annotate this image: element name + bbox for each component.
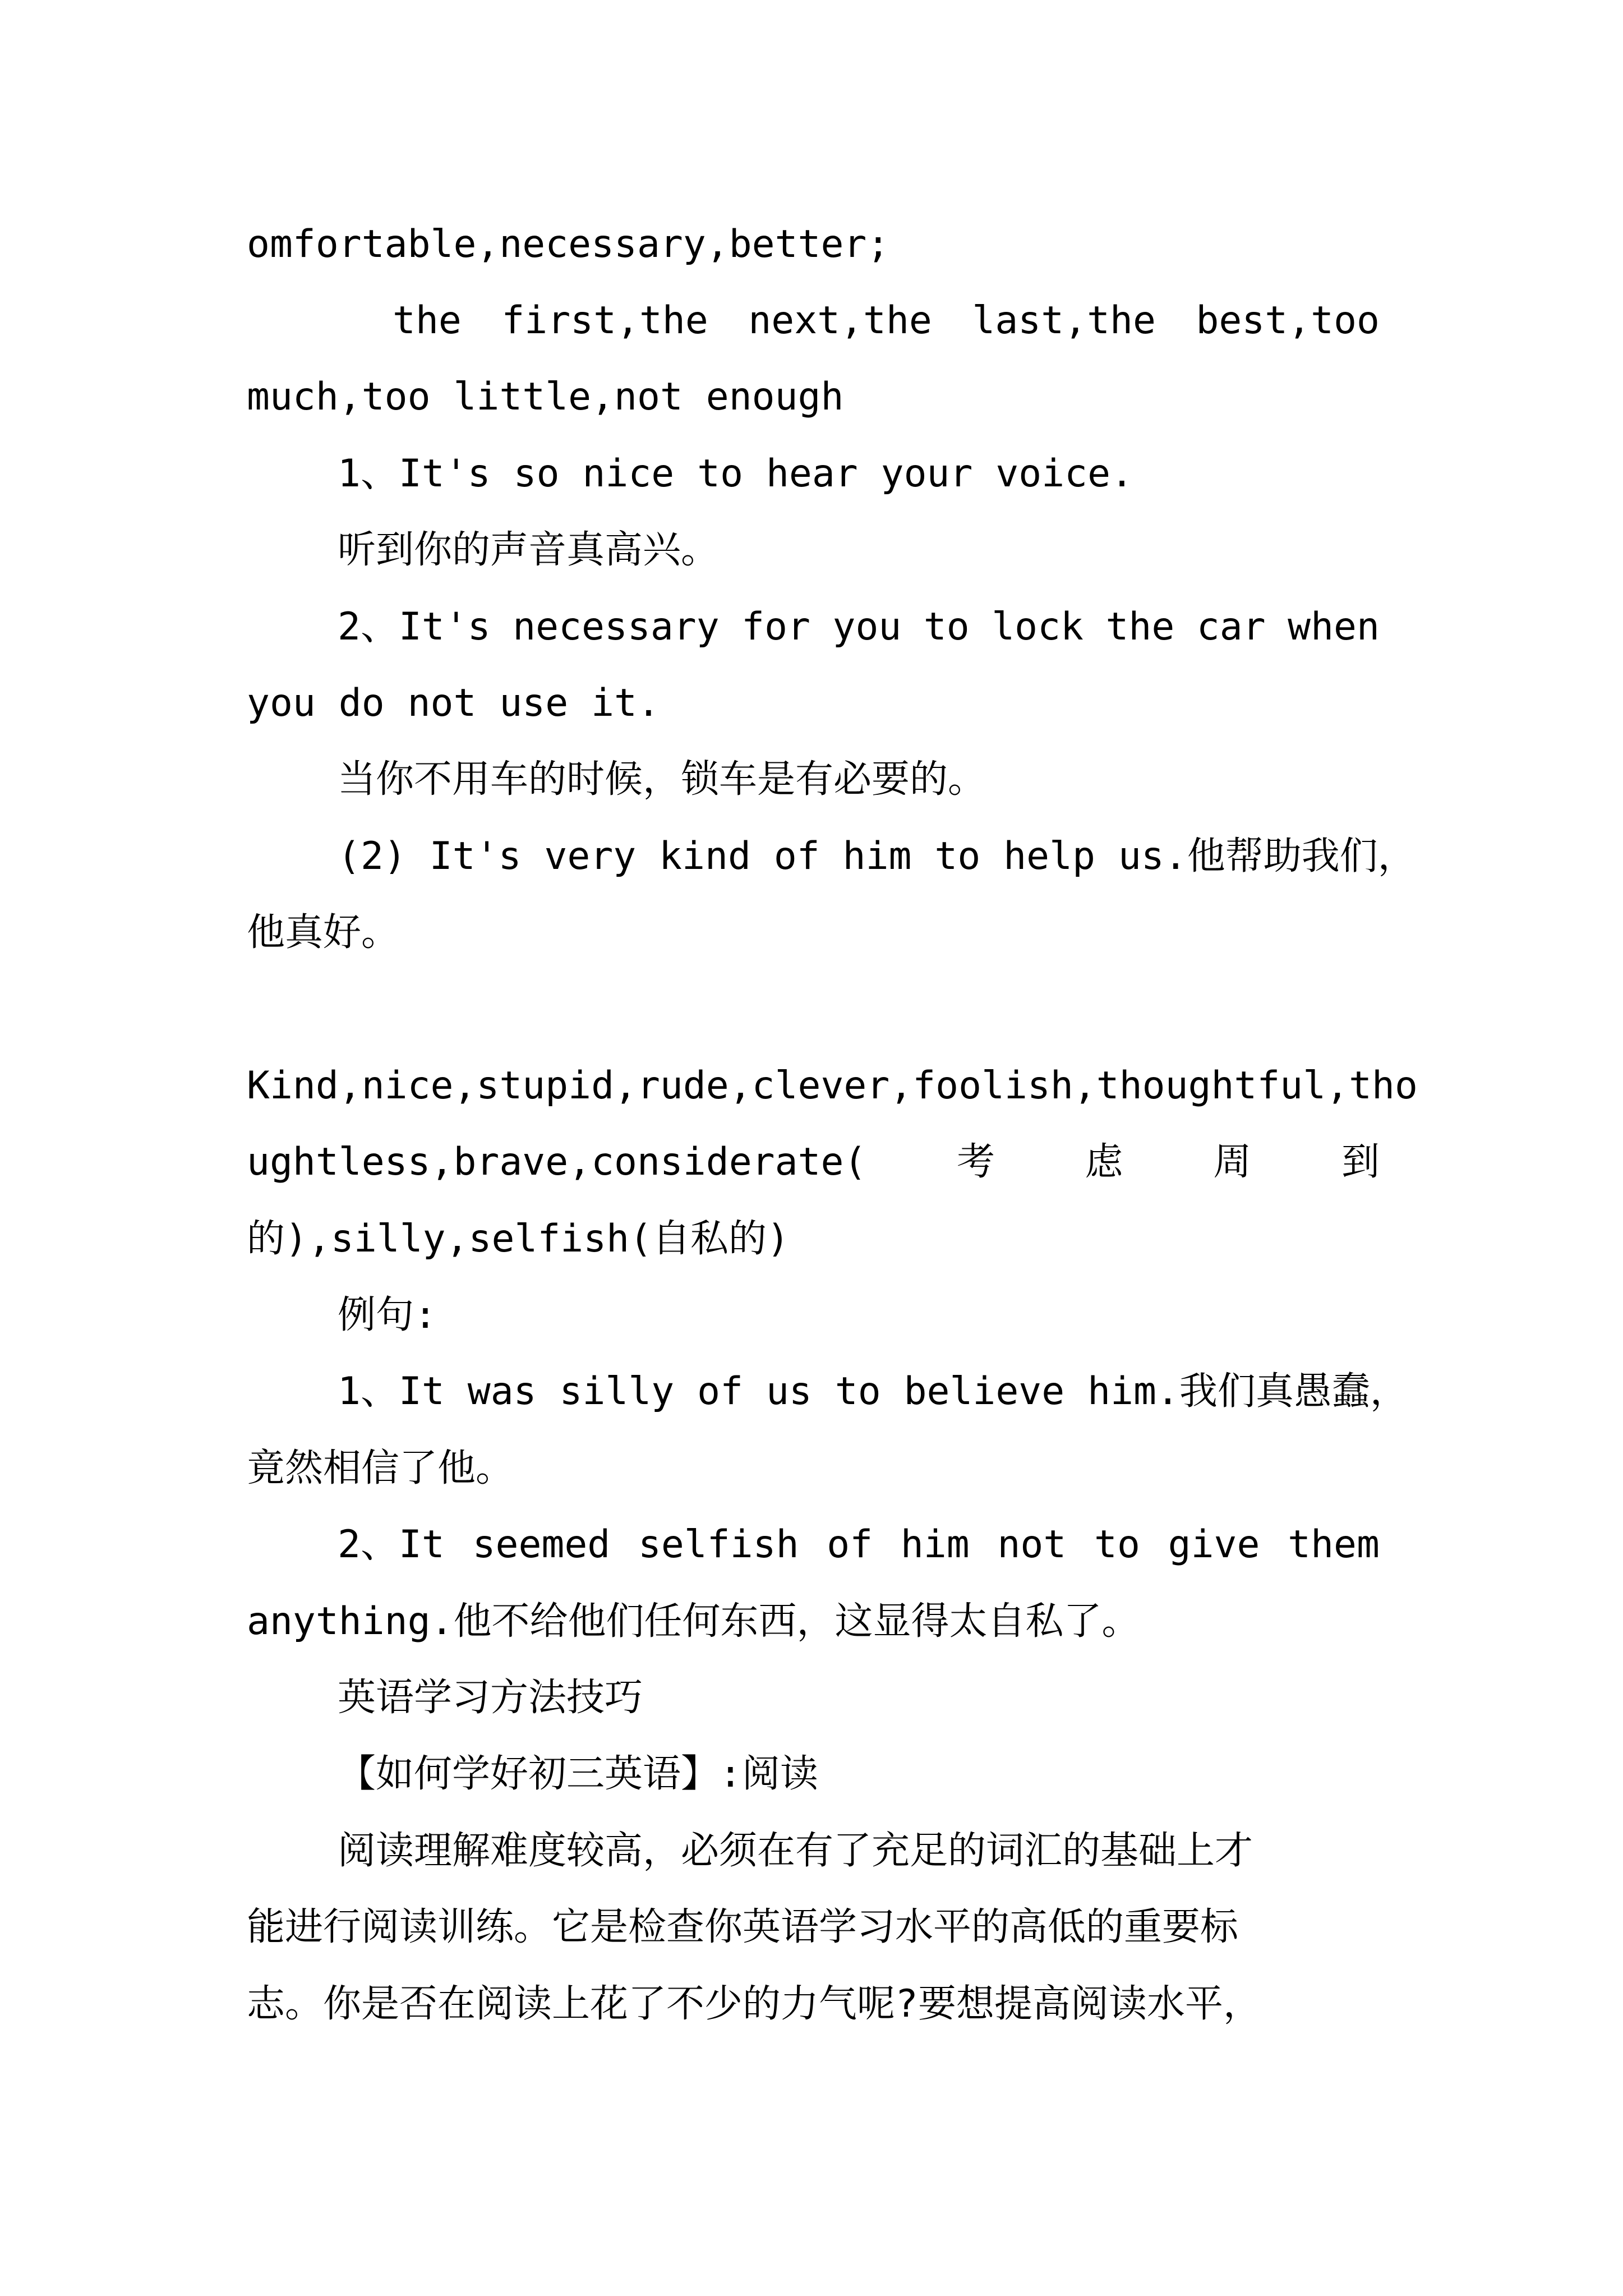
word: the: [393, 298, 462, 343]
section-heading: 英语学习方法技巧: [338, 1676, 643, 1720]
word: first,the: [501, 298, 708, 343]
word: the: [1105, 605, 1175, 649]
word: 考: [957, 1140, 995, 1184]
word: for: [741, 605, 810, 649]
text-line: 阅读理解难度较高，必须在有了充足的词汇的基础上才: [338, 1829, 1253, 1873]
text-line: (2) It's very kind of him to help us.他帮助我们，: [338, 834, 1416, 878]
word: 周: [1213, 1140, 1252, 1184]
text-line: [247, 1134, 1380, 1190]
text-line: 的),silly,selfish(自私的): [247, 1217, 790, 1261]
text-line: 1、It was silly of us to believe him.我们真愚蠢，: [338, 1369, 1408, 1414]
section-subheading: 【如何学好初三英语】:阅读: [338, 1752, 818, 1796]
word: when: [1288, 605, 1380, 649]
text-line: Kind,nice,stupid,rude,clever,foolish,thoughtful,tho: [247, 1064, 1418, 1108]
text-line: [338, 1517, 1380, 1573]
text-line: 例句:: [338, 1293, 437, 1337]
text-line: much,too little,not enough: [247, 375, 844, 419]
text-line: 1、It's so nice to hear your voice.: [338, 452, 1134, 496]
text-line: you do not use it.: [247, 681, 660, 725]
word: 2、It's: [338, 605, 491, 649]
text-line: 当你不用车的时候，锁车是有必要的。: [338, 757, 986, 802]
text-line: [393, 293, 1380, 349]
text-line: anything.他不给他们任何东西，这显得太自私了。: [247, 1599, 1140, 1644]
word: him: [900, 1522, 970, 1567]
word: lock: [992, 605, 1083, 649]
text-line: 能进行阅读训练。它是检查你英语学习水平的高低的重要标: [247, 1905, 1239, 1949]
word: selfish: [638, 1522, 799, 1567]
word: last,the: [972, 298, 1156, 343]
word: next,the: [748, 298, 932, 343]
word: car: [1196, 605, 1266, 649]
text-line: 听到你的声音真高兴。: [338, 528, 720, 572]
word: 2、It: [338, 1522, 445, 1567]
word: best,too: [1196, 298, 1380, 343]
text-line: 志。你是否在阅读上花了不少的力气呢?要想提高阅读水平，: [247, 1982, 1261, 2026]
word: you: [832, 605, 902, 649]
text-line: 竟然相信了他。: [247, 1446, 514, 1490]
word: 虑: [1085, 1140, 1123, 1184]
text-line: 他真好。: [247, 910, 400, 955]
word: necessary: [513, 605, 720, 649]
word: give: [1168, 1522, 1260, 1567]
word: ughtless,brave,considerate(: [247, 1140, 867, 1184]
word: seemed: [472, 1522, 611, 1567]
word: them: [1288, 1522, 1380, 1567]
word: not: [997, 1522, 1067, 1567]
text-line: [338, 599, 1380, 655]
text-line: omfortable,necessary,better;: [247, 222, 890, 266]
word: of: [827, 1522, 873, 1567]
word: to: [923, 605, 970, 649]
word: to: [1094, 1522, 1140, 1567]
word: 到: [1341, 1140, 1380, 1184]
